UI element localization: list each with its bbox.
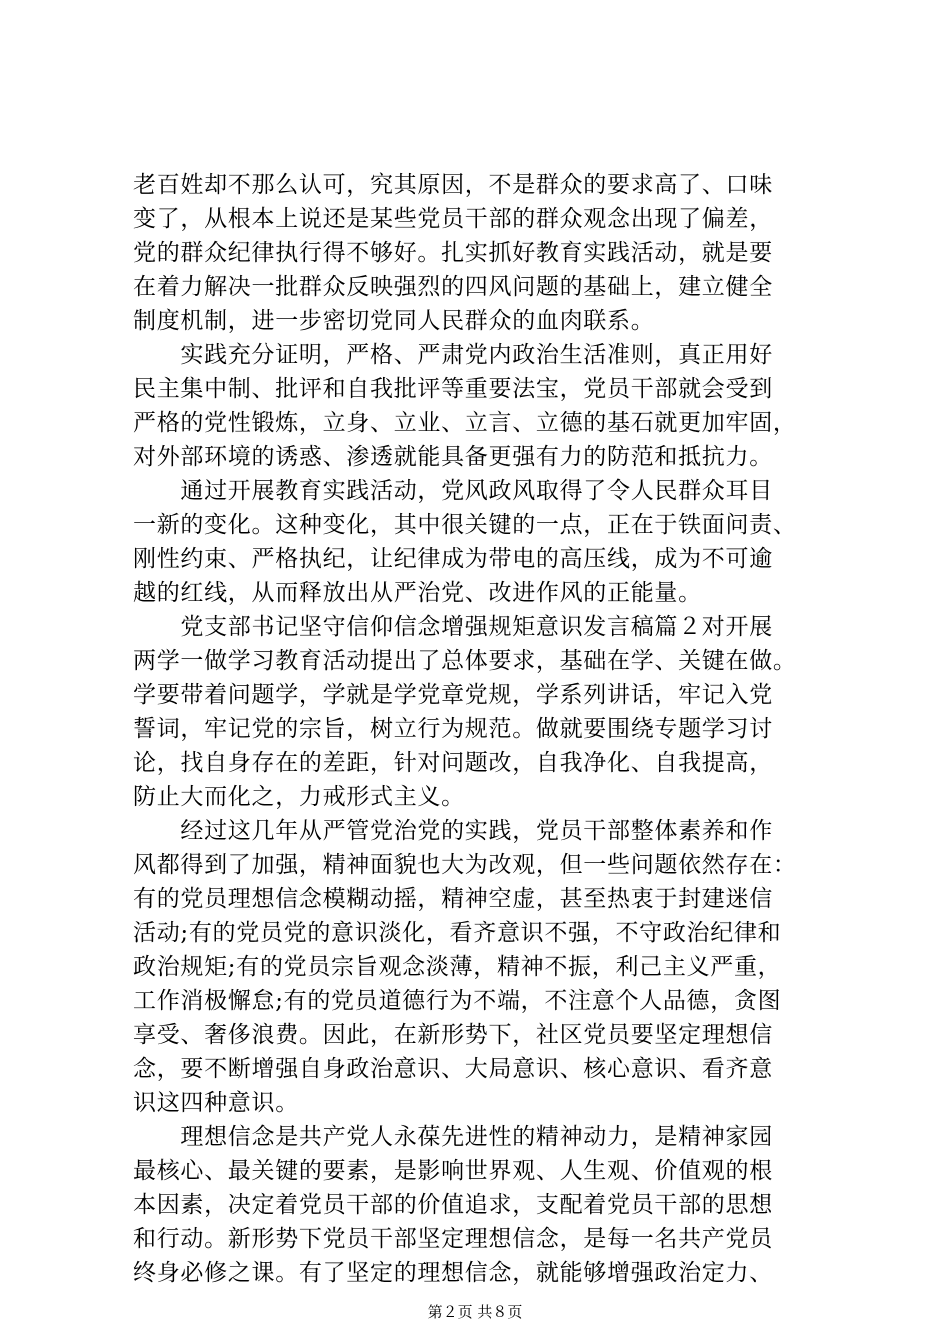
text-line: 念，要不断增强自身政治意识、大局意识、核心意识、看齐意 [133,1056,773,1082]
text-line: 经过这几年从严管党治党的实践，党员干部整体素养和作 [133,818,773,844]
text-line: 学要带着问题学，学就是学党章党规，学系列讲话，牢记入党 [133,682,773,708]
text-line: 党支部书记坚守信仰信念增强规矩意识发言稿篇２对开展 [133,614,773,640]
page-footer: 第２页 共８页 [427,1303,523,1321]
paragraph [133,168,823,338]
text-line: 论，找自身存在的差距，针对问题改，自我净化、自我提高， [133,750,773,776]
text-line: 终身必修之课。有了坚定的理想信念，就能够增强政治定力、 [133,1260,773,1286]
text-line: 享受、奢侈浪费。因此，在新形势下，社区党员要坚定理想信 [133,1022,773,1048]
paragraph [133,814,823,1120]
text-line: 识这四种意识。 [133,1090,299,1116]
text-line: 对外部环境的诱惑、渗透就能具备更强有力的防范和抵抗力。 [133,444,773,470]
text-line: 最核心、最关键的要素，是影响世界观、人生观、价值观的根 [133,1158,773,1184]
text-line: 两学一做学习教育活动提出了总体要求，基础在学、关键在做。 [133,648,797,674]
text-line: 一新的变化。这种变化，其中很关键的一点，正在于铁面问责、 [133,512,797,538]
text-line: 民主集中制、批评和自我批评等重要法宝，党员干部就会受到 [133,376,773,402]
text-line: 严格的党性锻炼，立身、立业、立言、立德的基石就更加牢固， [133,410,797,436]
text-line: 制度机制，进一步密切党同人民群众的血肉联系。 [133,308,655,334]
text-line: 政治规矩;有的党员宗旨观念淡薄，精神不振，利己主义严重， [133,954,782,980]
text-line: 有的党员理想信念模糊动摇，精神空虚，甚至热衷于封建迷信 [133,886,773,912]
paragraph [133,1120,823,1290]
document-body [133,168,823,1290]
text-line: 在着力解决一批群众反映强烈的四风问题的基础上，建立健全 [133,274,773,300]
text-line: 通过开展教育实践活动，党风政风取得了令人民群众耳目 [133,478,773,504]
text-line: 刚性约束、严格执纪，让纪律成为带电的高压线，成为不可逾 [133,546,773,572]
text-line: 工作消极懈怠;有的党员道德行为不端，不注意个人品德，贪图 [133,988,782,1014]
paragraph [133,610,823,814]
paragraph [133,474,823,610]
text-line: 和行动。新形势下党员干部坚定理想信念，是每一名共产党员 [133,1226,773,1252]
text-line: 越的红线，从而释放出从严治党、改进作风的正能量。 [133,580,702,606]
text-line: 本因素，决定着党员干部的价值追求，支配着党员干部的思想 [133,1192,773,1218]
text-line: 防止大而化之，力戒形式主义。 [133,784,465,810]
text-line: 理想信念是共产党人永葆先进性的精神动力，是精神家园 [133,1124,773,1150]
text-line: 风都得到了加强，精神面貌也大为改观，但一些问题依然存在： [133,852,797,878]
text-line: 变了，从根本上说还是某些党员干部的群众观念出现了偏差， [133,206,773,232]
text-line: 老百姓却不那么认可，究其原因，不是群众的要求高了、口味 [133,172,773,198]
text-line: 党的群众纪律执行得不够好。扎实抓好教育实践活动，就是要 [133,240,773,266]
paragraph [133,338,823,474]
text-line: 活动;有的党员党的意识淡化，看齐意识不强，不守政治纪律和 [133,920,782,946]
text-line: 誓词，牢记党的宗旨，树立行为规范。做就要围绕专题学习讨 [133,716,773,742]
text-line: 实践充分证明，严格、严肃党内政治生活准则，真正用好 [133,342,773,368]
